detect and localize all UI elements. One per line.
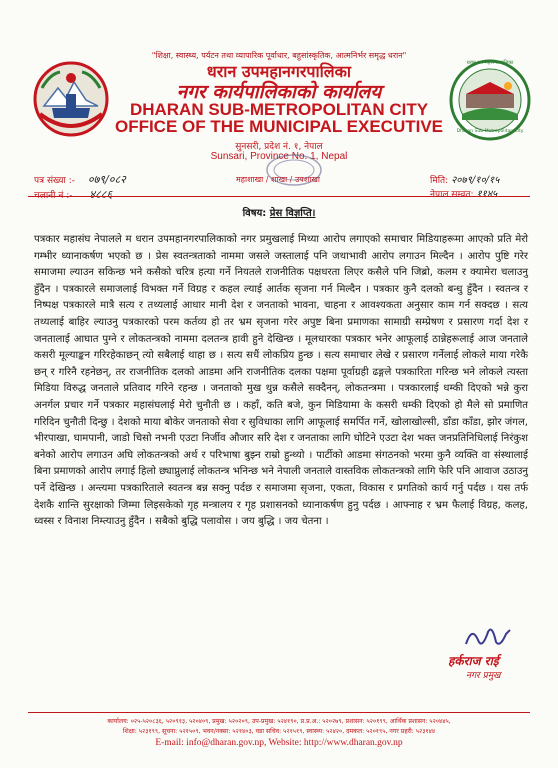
header-nepali-line1: धरान उपमहानगरपालिका <box>206 62 352 81</box>
dispatch-no <box>34 187 112 202</box>
body-paragraph: पत्रकार महासंघ नेपालले म धरान उपमहानगरपालिकाको नगर प्रमुखलाई मिथ्या आरोप लगाएको समाचार मिडियाहरूमा आएको प्रति मेरो गम्भीर ध्यानाकर्षण भएको छ । प्रेस स्वतन्त्रताको नाममा जसले जस्तालाई पनि जथाभावी आरोप लगाउन मिल्दैन । आरोप पुष्टि गरेर समाजमा ल्याउन सकिन्छ भने कसैको चरित्र हत्या गर्ने नियतले राजनीतिक पक्षधरता लिएर कसैले पनि जिब्रो, कलम र क्यामेरा चलाउनु हुँदैन । पत्रकारले समाजलाई विभक्त गर्ने विग्रह र कहल ल्याई आर्तक सृजना गर्न मिल्दैन । पत्रकार कुनै दलको बन्धु हुँदैन । स्वतन्त्र र निष्पक्ष पत्रकारले मात्रै सत्य र तथ्यलाई आधार मानी देश र जनताको भावना, चाहना र आवश्यकता अनुसार काम गर्न सक्दछ । सत्य तथ्यलाई बाहिर ल्याउनु पत्रकारको परम कर्तव्य हो तर भ्रम सृजना गरेर अपुष्ट बिना प्रमाणका सामाग्री सम्प्रेषण र प्रसारण गर्दा देश र जनतालाई आघात पुग्ने र लोकतन्त्रको नाममा दलतन्त्र हावी हुने देखिन्छ । मूलधारका पत्रकार भनेर आफूलाई ठान्नेहरूलाई आज जनताले कसरी मूल्याङ्कन गरिरहेकाछन् त्यो सबैलाई थाहा छ । सत्य सधैं लोकप्रिय हुन्छ । सत्य समाचार लेखे र प्रसारण गर्नेलाई लोकले माया गरेकै छन् र गरिनै रहनेछन्, तर राजनीतिक दलको आडमा अनि राजनीतिक दलका पक्षमा पूर्वाग्रही ढङ्गले पत्रकारिता गरिन्छ भने लोकले त्यस्ता मिडिया विरुद्ध जनताले प्रतिवाद गरिने रहन्छ । जनताको मुख थुन्न कसैले सक्दैनन्, लोकतन्त्रमा । पत्रकारलाई धम्की दिएको भन्ने कुरा अनर्गल प्रचार गर्ने पत्रकार महासंघलाई मेरो चुनौती छ । कहाँ, कति बजे, कुन मिडियामा के कसरी धम्की दिएको हो मैले सो प्रमाणित गरिदिन चुनौती दिन्छु । देशको माया बोकेर जनताको सेवा र सुविधाका लागि आफूलाई समर्पित गर्ने, खोलाखोल्सी, डाँडा काँडा, झोर जंगल, भीरपाखा, घामपानी, जाडो चिसो नभनी एउटा निर्जीव औजार सरि देश र जनताका लागि घोटिने एउटा देश भक्त जनप्रतिनिधिलाई निरंकुश बनेको आरोप लगाउन अघि लोकतन्त्रको अर्थ र परिभाषा बुझ्न राम्रो हुन्थ्यो । पार्टीको आडमा संगठनको भरमा कुनै व्यक्ति वा संस्थालाई बिना प्रमाणको आरोप लगाई हिलो छ्याप्नुलाई लोकतन्त्र भनिन्छ भने नेपाली जनताले वास्तविक लोकतन्त्रको लागि फेरि पनि आवाज उठाउनु पर्ने देखिन्छ । अन्त्यमा पत्रकारिताले स्वतन्त्र बन्न सक्नु पर्दछ र समाजमा सृजना, एकता, विकास र प्रगतिको कार्य गर्नु पर्दछ । यस तर्फ देशकै शान्ति सुरक्षाको जिम्मा लिइसकेको गृह मन्त्रालय र गृह प्रशासनको ध्यानाकर्षण हुनु पर्दछ । आफ्नाह र भ्रम फैलाई विग्रह, कलह, ध्वस्स र विनाश निम्त्याउनु हुँदैन । सबैको बुद्धि पलावोस । जय बुद्धि । जय चेतना । <box>34 234 528 528</box>
footer-phones-2: शिक्षा: ५२३१९९, सूचना: ५२१५०९, भवन/नक्सा: ५२१४०३, वडा सचिव: ५२१५१९, स्वास्थ्य: ५२४२०, दमकल: ५२०१९५, नगर प्रहरी: ५२३१४४ <box>122 728 436 735</box>
header-english-line2: OFFICE OF THE MUNICIPAL EXECUTIVE <box>114 117 444 136</box>
footer-contact: E-mail: info@dharan.gov.np, Website: http://www.dharan.gov.np <box>155 738 403 748</box>
signatory-title: नगर प्रमुख <box>466 671 501 681</box>
right-logo-text-bottom: Dharan Sub-Metropolitan City <box>456 129 524 134</box>
dispatch-no-label: चलानी नं :- <box>34 191 73 201</box>
signatory-name: हर्कराज राई <box>448 654 499 668</box>
letter-no-value: ०७९/०८२ <box>87 173 126 186</box>
footer-divider <box>28 712 530 713</box>
header-english-line1: DHARAN SUB-METROPOLITAN CITY <box>129 100 429 119</box>
subject-title: प्रेस विज्ञप्ति। <box>269 208 316 219</box>
subject-line <box>0 205 558 219</box>
right-logo-text-top: धरान उप-महानगरपालिका <box>466 60 514 66</box>
header-nepali-line2: नगर कार्यपालिकाको कार्यालय <box>176 81 382 103</box>
subject-label: विषय: <box>242 208 267 219</box>
date-value: २०७९/१०/१५ <box>451 175 500 186</box>
nepal-sambat <box>430 186 497 200</box>
nepal-sambat-label: नेपाल सम्वत: <box>430 190 474 200</box>
letter-body <box>34 232 528 531</box>
branch-label: महाशाखा / शाखा / उपशाखा <box>236 175 320 184</box>
date-label: मिति: <box>430 176 449 186</box>
office-stamp-icon <box>264 152 324 188</box>
tagline: "शिक्षा, स्वास्थ्य, पर्यटन तथा व्यापारिक पूर्वाधार, बहुसांस्कृतिक, आत्मनिर्भर समृद्ध धरान" <box>151 51 407 60</box>
signature-scrawl-icon <box>462 622 514 652</box>
letter-no-label: पत्र संख्या :- <box>34 176 75 186</box>
date <box>430 172 499 186</box>
footer-phones-1: कार्यालय: ०२५-५२०८३६, ५२०९१३, ५२०४०९, प्रमुख: ५२०२०९, उप-प्रमुख: ५२४१९०, प्र.प्र.अ.: ५२०२७९, प्रशासन: ५२०१९९, आर्थिक प्रशासन: ५२०४४५, <box>107 718 451 725</box>
dispatch-no-value: ४८८६ <box>89 188 113 201</box>
letter-no <box>34 172 126 187</box>
header-divider <box>28 196 530 197</box>
address-english: Sunsari, Province No. 1, Nepal <box>210 151 348 162</box>
nepal-sambat-value: ११४५ <box>476 189 498 200</box>
address-nepali: सुनसरी, प्रदेश नं. १, नेपाल <box>235 142 323 152</box>
